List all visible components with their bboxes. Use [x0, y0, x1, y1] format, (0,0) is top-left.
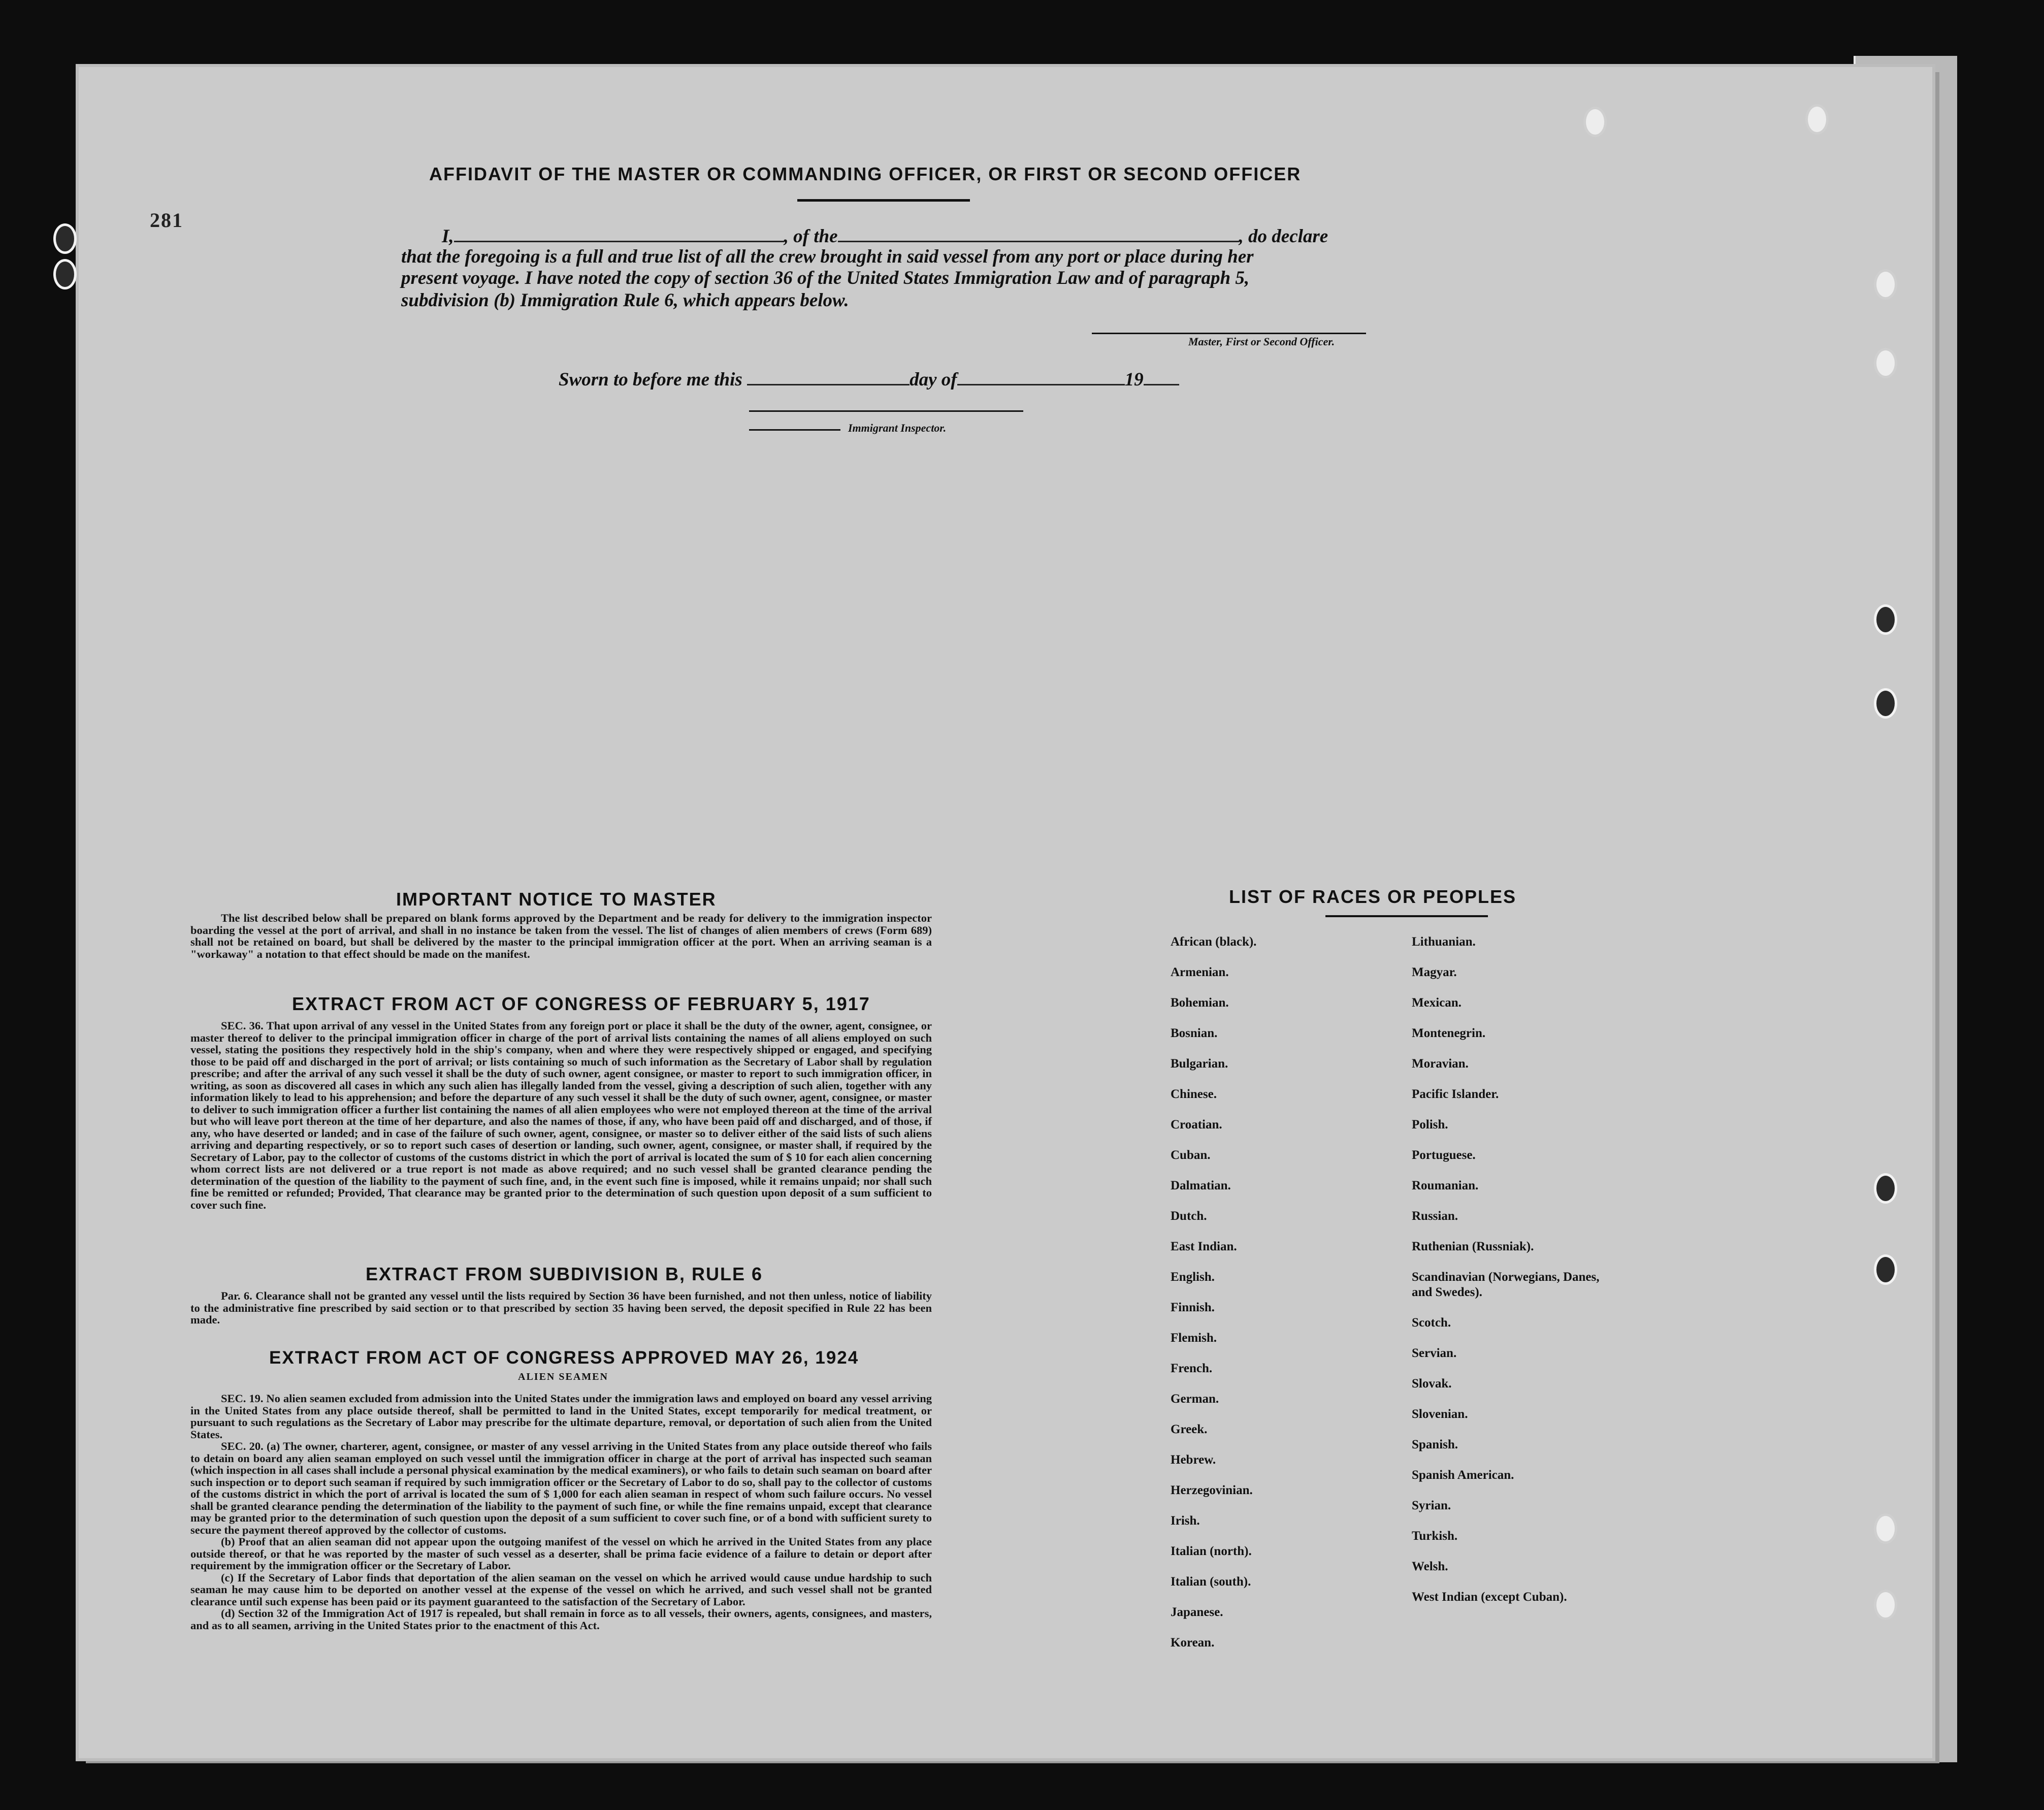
race-item: Bulgarian.: [1171, 1057, 1228, 1071]
inspector-line-2: [749, 429, 840, 431]
race-item: Moravian.: [1412, 1057, 1469, 1071]
race-item: Bosnian.: [1171, 1026, 1218, 1040]
notice-title: IMPORTANT NOTICE TO MASTER: [396, 889, 717, 910]
race-item: Spanish American.: [1412, 1468, 1514, 1482]
extract-1917-title: EXTRACT FROM ACT OF CONGRESS OF FEBRUARY 5, 1917: [292, 993, 870, 1014]
race-item: Bohemian.: [1171, 996, 1229, 1010]
inspector-line-1: [749, 410, 1023, 412]
race-item: Italian (north).: [1171, 1544, 1252, 1558]
race-item: Syrian.: [1412, 1499, 1451, 1512]
extract-1924-subtitle: ALIEN SEAMEN: [518, 1371, 608, 1382]
binder-hole-right-3: [1874, 604, 1897, 635]
race-item: Ruthenian (Russniak).: [1412, 1240, 1534, 1253]
sworn-day-field[interactable]: [747, 384, 910, 385]
binder-hole-right-7: [1874, 1513, 1897, 1544]
extract-1924-text: SEC. 19. No alien seamen excluded from admission into the United States under the immigration laws and employed on board any vessel arriving in the United States from any place outside thereof, shall be permitted to land in the United States, except temporarily for medical treatment, or pursuant to such regulations as the Secretary of Labor may prescribe for the ultimate departure, removal, or deportation of such alien from the United States. SEC. 20. (a) The owner, charterer, agent, consignee, or master of any vessel arriving in the United States from any place outside thereof who fails to detain on board any alien seaman employed on such vessel until the immigration officer in charge at the port of arrival has inspected such seaman (which inspection in all cases shall include a personal physical examination by the medical examiners), or who fails to detain such seaman on board after such inspection or to deport such seaman if required by such immigration officer or the Secretary of Labor to do so, shall pay to the collector of customs of the customs district in which the port of arrival is located the sum of $ 1,000 for each alien seaman in respect of whom such failure occurs. No vessel shall be granted clearance pending the determination of the liability to the payment of such fine, or while the fine remains unpaid, except that clearance may be granted prior to the determination of such question upon the deposit of a sum sufficient to cover such fine, or of a bond with sufficient surety to secure the payment thereof approved by the collector of customs. (b) Proof that an alien seaman did not appear upon the outgoing manifest of the vessel on which he arrived in the United States from any place outside thereof, or that he was reported by the master of such vessel as a deserter, shall be prima facie evidence of a failure to detain or deport after requirement by the immigration officer or the Secretary of Labor. (c) If the Secretary of Labor finds that deportation of the alien seaman on the vessel on which he arrived would cause undue hardship to such seaman he may cause him to be deported on another vessel at the expense of the vessel on which he arrived, and such vessel shall not be granted clearance until such expense has been paid or its payment guaranteed to the satisfaction of the Secretary of Labor. (d) Section 32 of the Immigration Act of 1917 is repealed, but shall remain in force as to all vessels, their owners, agents, consignees, and masters, and as to all seamen, arriving in the United States prior to the enactment of this Act.: [190, 1392, 932, 1632]
binder-hole-left-2: [53, 259, 77, 289]
affidavit-line2: that the foregoing is a full and true list of all the crew brought in said vessel from any port or place during her: [401, 246, 1254, 267]
affidavit-title-rule: [797, 199, 970, 202]
name-field[interactable]: [454, 241, 784, 242]
sworn-month-field[interactable]: [957, 384, 1125, 385]
subdivision-title: EXTRACT FROM SUBDIVISION B, RULE 6: [366, 1264, 763, 1284]
sworn-line: Sworn to before me this day of 19: [559, 367, 1179, 393]
race-item: Portuguese.: [1412, 1148, 1476, 1162]
extract-1917-text: SEC. 36. That upon arrival of any vessel in the United States from any foreign port or place it shall be the duty of the owner, agent, consignee, or master thereof to deliver to the principal immigration officer in charge of the port of arrival lists containing the names of all aliens employed on such vessel, stating the positions they respectively hold in the ship's company, when and where they were respectively shipped or engaged, and specifying those to be paid off and discharged in the port of arrival; or lists containing so much of such information as the Secretary of Labor shall by regulation prescribe; and after the arrival of any such vessel it shall be the duty of such owner, agent consignee, or master to report to such immigration officer, in writing, as soon as discovered all cases in which any such alien has illegally landed from the vessel, giving a description of such alien, together with any information likely to lead to his apprehension; and before the departure of any such vessel it shall be the duty of such owner, agent, consignee, or master to deliver to such immigration officer a further list containing the names of all alien employees who were not employed thereon at the time of the arrival but who will leave port thereon at the time of her departure, and also the names of those, if any, who have been paid off and discharged, and of those, if any, who have deserted or landed; and in case of the failure of such owner, agent, consignee, or master so to deliver either of the said lists of such aliens arriving and departing respectively, or so to report such cases of desertion or landing, such owner, agent, consignee, or master shall, if required by the Secretary of Labor, pay to the collector of customs of the customs district in which the port of arrival is located the sum of $ 10 for each alien concerning whom correct lists are not delivered or a true report is not made as above required; and no such vessel shall be granted clearance pending the determination of the question of the liability to the payment of such fine, and, in the event such fine is imposed, while it remains unpaid; nor shall such fine be remitted or refunded; Provided, That clearance may be granted prior to the determination of such question upon deposit of a sum sufficient to cover such fine.: [190, 1019, 932, 1211]
binder-hole-top-2: [1805, 104, 1829, 135]
race-item: Irish.: [1171, 1514, 1200, 1528]
binder-hole-right-5: [1874, 1173, 1897, 1204]
race-item: Magyar.: [1412, 965, 1457, 979]
race-item: French.: [1171, 1362, 1213, 1375]
race-item: Russian.: [1412, 1209, 1458, 1223]
race-item: Hebrew.: [1171, 1453, 1216, 1467]
notice-text: The list described below shall be prepared on blank forms approved by the Department and be ready for delivery to the immigration inspector boarding the vessel at the port of arrival, and shall in no instance be taken from the vessel. The list of changes of alien members of crews (Form 689) shall not be retained on board, but shall be delivered by the master to the principal immigration officer at the port. When an arriving seaman is a "workaway" a notation to that effect should be made on the manifest.: [190, 912, 932, 960]
races-title-rule: [1325, 915, 1488, 917]
race-item: Armenian.: [1171, 965, 1229, 979]
race-item: Slovenian.: [1412, 1407, 1468, 1421]
race-item: Flemish.: [1171, 1331, 1217, 1345]
races-title: LIST OF RACES OR PEOPLES: [1229, 886, 1517, 907]
page-number: 281: [150, 209, 183, 232]
race-item: Polish.: [1412, 1118, 1448, 1132]
race-item: Mexican.: [1412, 996, 1462, 1010]
sworn-year-field[interactable]: [1144, 384, 1179, 385]
race-item: Slovak.: [1412, 1377, 1452, 1391]
race-item: Cuban.: [1171, 1148, 1211, 1162]
affidavit-line4: subdivision (b) Immigration Rule 6, which appears below.: [401, 290, 849, 311]
signature-line: [1092, 333, 1366, 334]
race-item: English.: [1171, 1270, 1215, 1284]
race-item: East Indian.: [1171, 1240, 1237, 1253]
affidavit-title: AFFIDAVIT OF THE MASTER OR COMMANDING OFFICER, OR FIRST OR SECOND OFFICER: [429, 164, 1302, 184]
race-item: Dutch.: [1171, 1209, 1207, 1223]
subdivision-text: Par. 6. Clearance shall not be granted any vessel until the lists required by Section 36 have been furnished, and not then unless, notice of liability to the administrative fine prescribed by said section or to that prescribed by section 35 having been served, the deposit specified in Rule 22 has been made.: [190, 1289, 932, 1326]
inspector-label: Immigrant Inspector.: [848, 422, 947, 434]
binder-hole-left-top: [53, 223, 77, 254]
race-item: Servian.: [1412, 1346, 1457, 1360]
race-item: Turkish.: [1412, 1529, 1458, 1543]
race-item: Welsh.: [1412, 1560, 1448, 1573]
race-item: Korean.: [1171, 1636, 1215, 1650]
race-item: Scotch.: [1412, 1316, 1451, 1330]
race-item: West Indian (except Cuban).: [1412, 1590, 1567, 1604]
race-item: Dalmatian.: [1171, 1179, 1231, 1192]
race-item: Spanish.: [1412, 1438, 1458, 1451]
race-item: Finnish.: [1171, 1301, 1215, 1314]
race-item: African (black).: [1171, 935, 1257, 949]
race-item: Herzegovinian.: [1171, 1483, 1253, 1497]
race-item: Italian (south).: [1171, 1575, 1251, 1589]
binder-hole-right-4: [1874, 688, 1897, 719]
binder-hole-right-1: [1874, 269, 1897, 300]
race-item: Croatian.: [1171, 1118, 1222, 1132]
race-item: Japanese.: [1171, 1605, 1223, 1619]
binder-hole-right-6: [1874, 1254, 1897, 1285]
race-item: Scandinavian (Norwegians, Danes, and Swedes).: [1412, 1270, 1600, 1299]
signature-label: Master, First or Second Officer.: [1188, 335, 1335, 348]
extract-1924-title: EXTRACT FROM ACT OF CONGRESS APPROVED MAY 26, 1924: [269, 1348, 859, 1368]
race-item: Montenegrin.: [1412, 1026, 1486, 1040]
vessel-field[interactable]: [838, 241, 1239, 242]
race-item: Roumanian.: [1412, 1179, 1479, 1192]
race-item: Greek.: [1171, 1423, 1208, 1436]
binder-hole-right-2: [1874, 348, 1897, 378]
race-item: Chinese.: [1171, 1087, 1217, 1101]
affidavit-line3: present voyage. I have noted the copy of section 36 of the United States Immigration Law and of paragraph 5,: [401, 268, 1250, 288]
binder-hole-right-8: [1874, 1590, 1897, 1620]
race-item: Pacific Islander.: [1412, 1087, 1499, 1101]
race-item: German.: [1171, 1392, 1219, 1406]
race-item: Lithuanian.: [1412, 935, 1476, 949]
binder-hole-top-1: [1583, 107, 1607, 137]
affidavit-line1: I, , of the , do declare: [442, 226, 1328, 247]
